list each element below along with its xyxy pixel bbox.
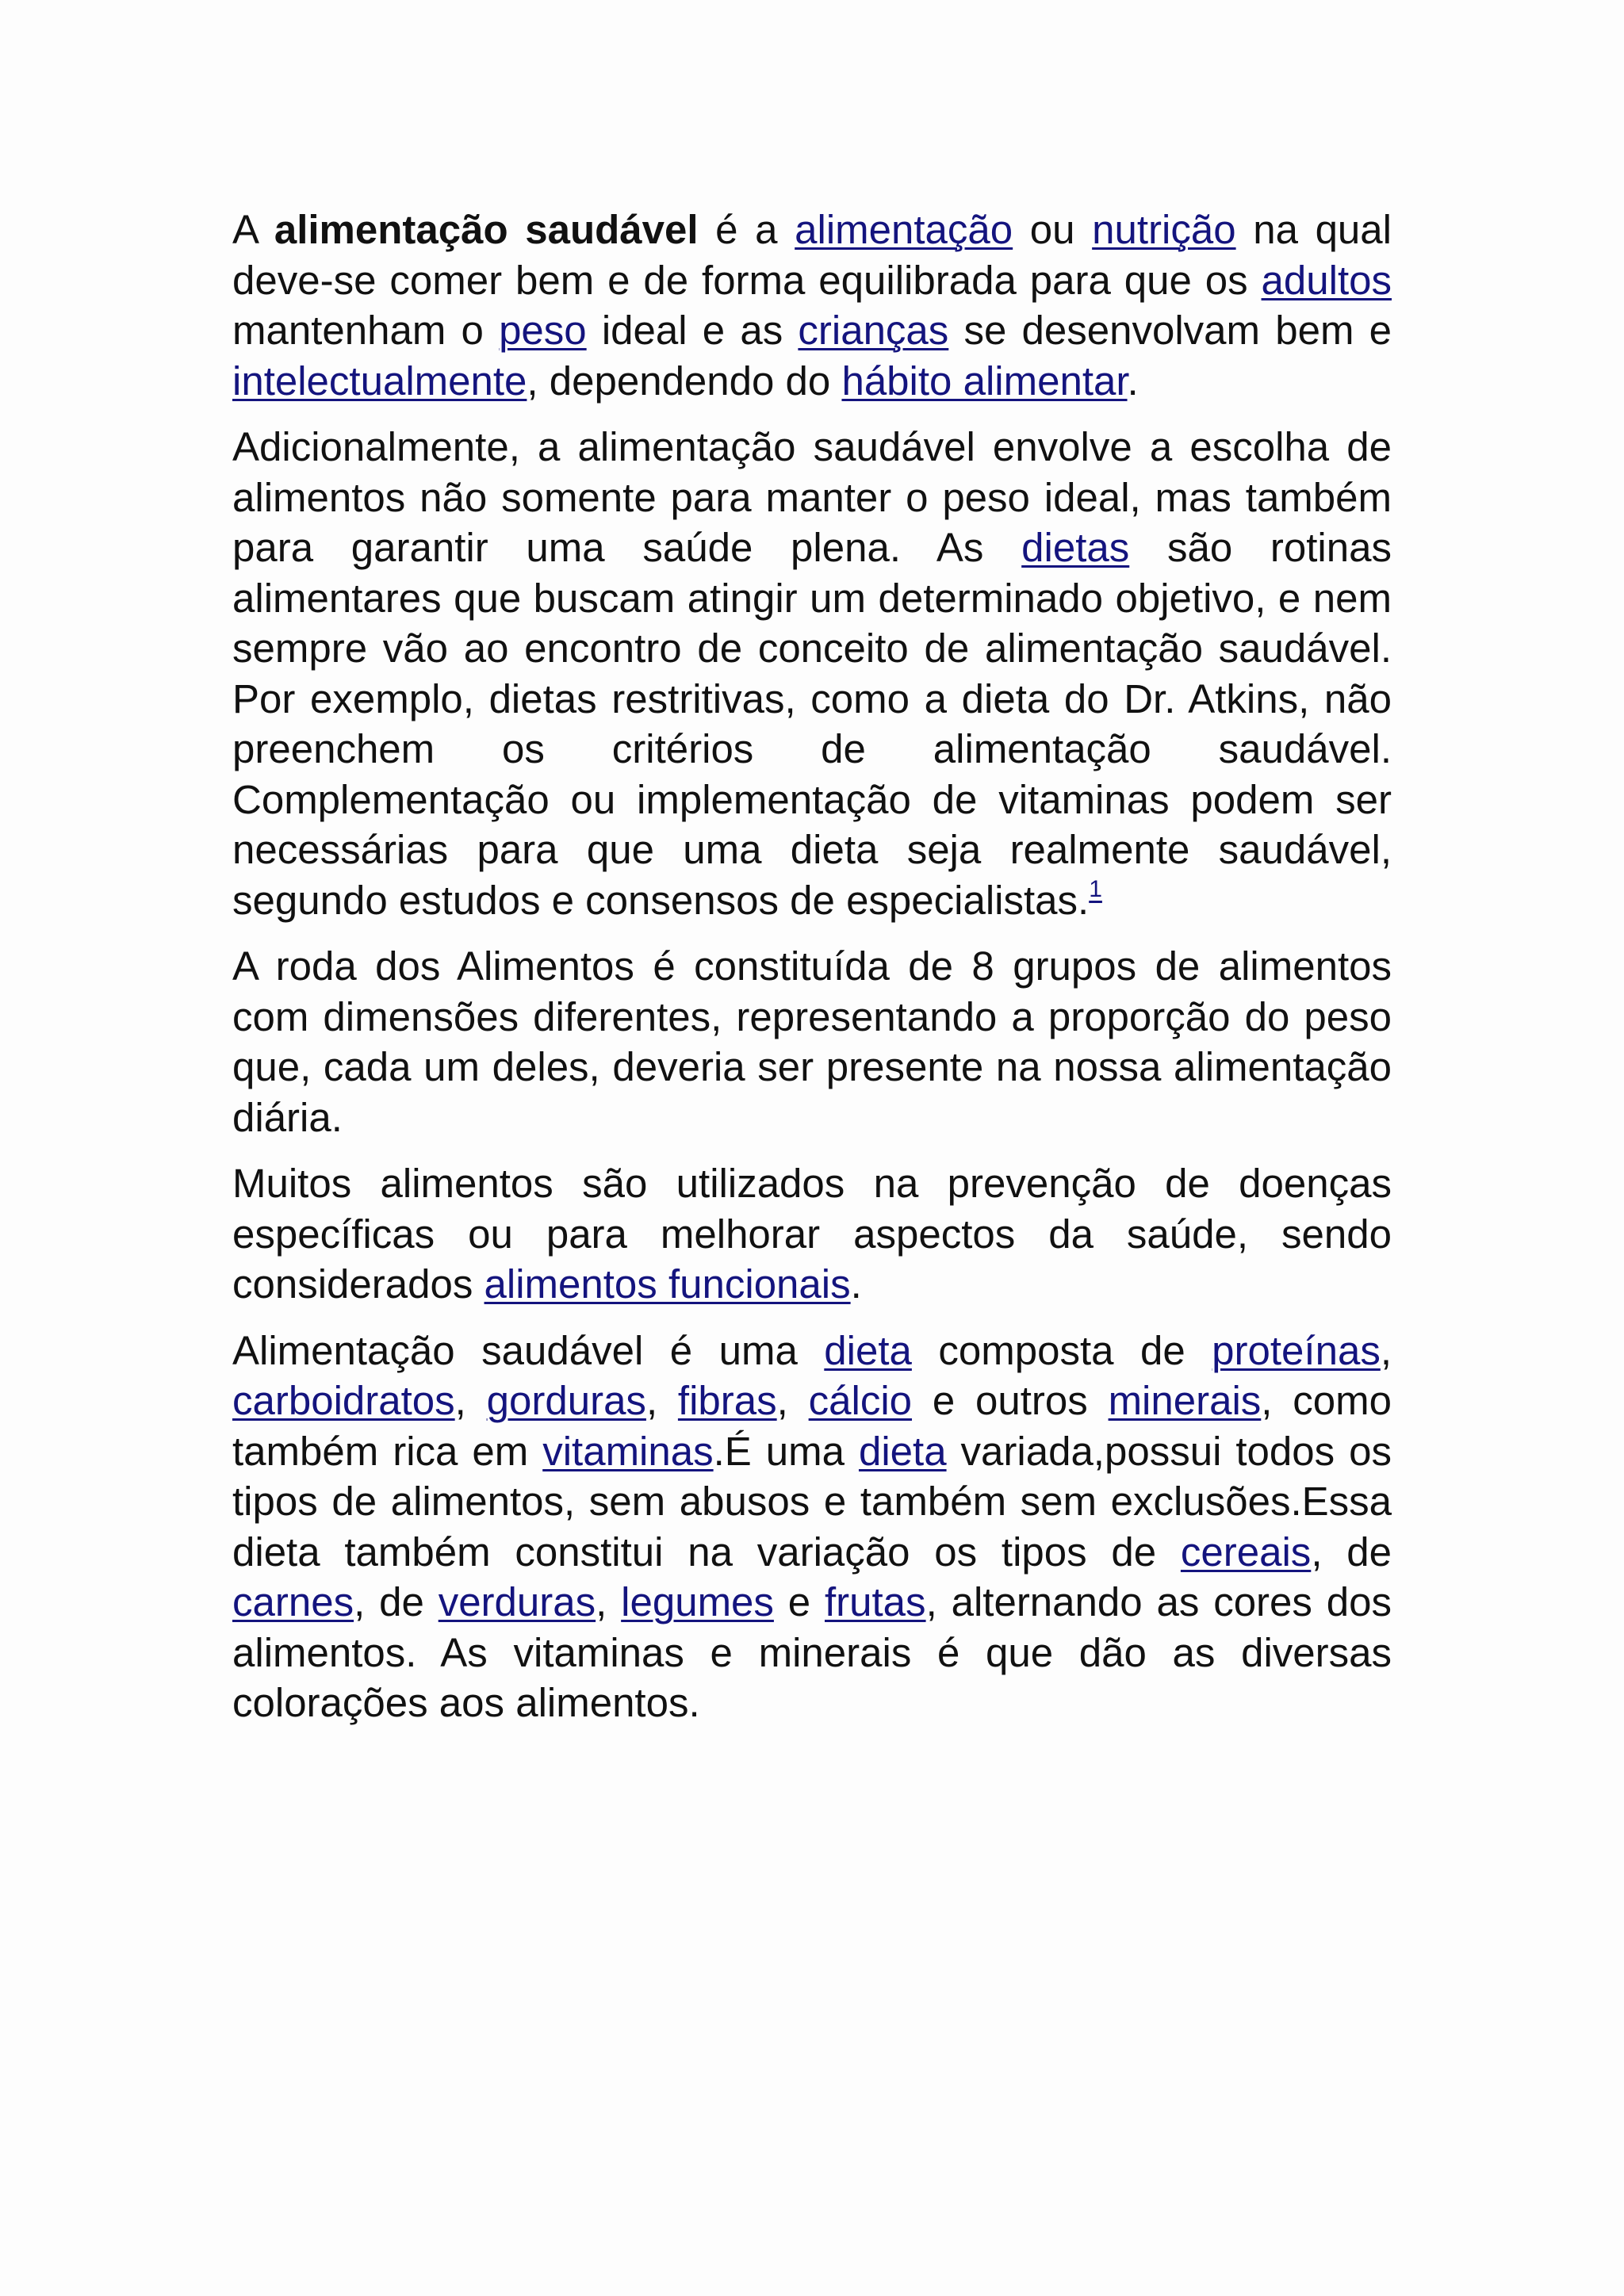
wiki-link[interactable]: vitaminas — [542, 1428, 714, 1474]
wiki-link[interactable]: intelectualmente — [232, 358, 527, 404]
paragraph-text: variada,possui todos os tipos de alimentos, sem abusos e também sem exclusões.Essa dieta também constitui na variação os tipos de — [232, 1428, 1392, 1575]
wiki-link[interactable]: legumes — [621, 1579, 774, 1624]
paragraph-text: composta de — [911, 1327, 1212, 1373]
paragraph-text: mantenham o — [232, 308, 500, 353]
paragraph-text: são rotinas alimentares que buscam atingir um determinado objetivo, e nem sempre vão ao encontro de conceito de alimentação saudável. Por exemplo, dietas restritivas, como a dieta do Dr. Atkins, não preenchem os critérios de alimentação saudável. Complementação ou implementação de vitaminas podem ser necessárias para que uma dieta seja realmente saudável, segundo estudos e consensos de especialistas. — [232, 525, 1392, 923]
paragraph — [232, 941, 1392, 1142]
paragraph-text: . — [1127, 358, 1139, 404]
paragraph-text: Adicionalmente, a alimentação saudável envolve a escolha de alimentos não somente para manter o peso ideal, mas também para garantir uma saúde plena. As — [232, 424, 1392, 570]
wiki-link[interactable]: alimentos funcionais — [484, 1261, 851, 1307]
wiki-link[interactable]: minerais — [1108, 1378, 1262, 1423]
wiki-link[interactable]: carnes — [232, 1579, 354, 1624]
wiki-link[interactable]: dieta — [858, 1428, 947, 1474]
paragraph-text: . — [850, 1261, 862, 1307]
paragraph-text: Alimentação saudável é uma — [232, 1327, 825, 1373]
paragraph-text: , de — [354, 1579, 439, 1624]
paragraph-text: , — [776, 1378, 809, 1423]
wiki-link[interactable]: dietas — [1021, 525, 1130, 570]
paragraph-text: , alternando as cores dos alimentos. As vitaminas e minerais é que dão as diversas colorações aos alimentos. — [232, 1579, 1392, 1725]
document-body — [232, 205, 1392, 1744]
wiki-link[interactable]: gorduras — [486, 1378, 646, 1423]
paragraph-text: , dependendo do — [527, 358, 842, 404]
reference-link[interactable]: 1 — [1089, 875, 1102, 902]
paragraph-text: é a — [698, 207, 795, 252]
paragraph — [232, 205, 1392, 406]
paragraph-text: Muitos alimentos são utilizados na prevenção de doenças específicas ou para melhorar aspectos da saúde, sendo considerados — [232, 1161, 1392, 1307]
paragraph-text: , — [645, 1378, 678, 1423]
wiki-link[interactable]: adultos — [1261, 257, 1392, 303]
paragraph — [232, 422, 1392, 925]
wiki-link[interactable]: cereais — [1180, 1529, 1312, 1575]
paragraph-text: A — [232, 207, 274, 252]
wiki-link[interactable]: dieta — [824, 1327, 912, 1373]
wiki-link[interactable]: frutas — [825, 1579, 926, 1624]
wiki-link[interactable]: fibras — [677, 1378, 777, 1423]
wiki-link[interactable]: crianças — [798, 308, 949, 353]
paragraph-text: se desenvolvam bem e — [948, 308, 1392, 353]
wiki-link[interactable]: peso — [499, 308, 587, 353]
paragraph-text: , como também rica em — [232, 1378, 1392, 1474]
paragraph-text: , — [596, 1579, 622, 1624]
paragraph-text: , — [1380, 1327, 1392, 1373]
wiki-link[interactable]: hábito alimentar — [841, 358, 1128, 404]
wiki-link[interactable]: cálcio — [808, 1378, 913, 1423]
paragraph-text: , — [454, 1378, 487, 1423]
wiki-link[interactable]: nutrição — [1092, 207, 1236, 252]
wiki-link[interactable]: proteínas — [1212, 1327, 1381, 1373]
paragraph-text: e — [773, 1579, 825, 1624]
paragraph-text: , de — [1311, 1529, 1392, 1575]
paragraph — [232, 1158, 1392, 1310]
paragraph-text: ou — [1013, 207, 1093, 252]
paragraph-text: A roda dos Alimentos é constituída de 8 grupos de alimentos com dimensões diferentes, representando a proporção do peso que, cada um deles, deveria ser presente na nossa alimentação diária. — [232, 943, 1392, 1140]
wiki-link[interactable]: carboidratos — [232, 1378, 455, 1423]
paragraph-text: na qual deve-se comer bem e de forma equilibrada para que os — [232, 207, 1392, 303]
bold-term: alimentação saudável — [274, 207, 699, 252]
paragraph-text: e outros — [912, 1378, 1109, 1423]
wiki-link[interactable]: alimentação — [795, 207, 1013, 252]
paragraph — [232, 1326, 1392, 1728]
wiki-link[interactable]: verduras — [438, 1579, 596, 1624]
paragraph-text: .É uma — [713, 1428, 859, 1474]
paragraph-text: ideal e as — [586, 308, 799, 353]
